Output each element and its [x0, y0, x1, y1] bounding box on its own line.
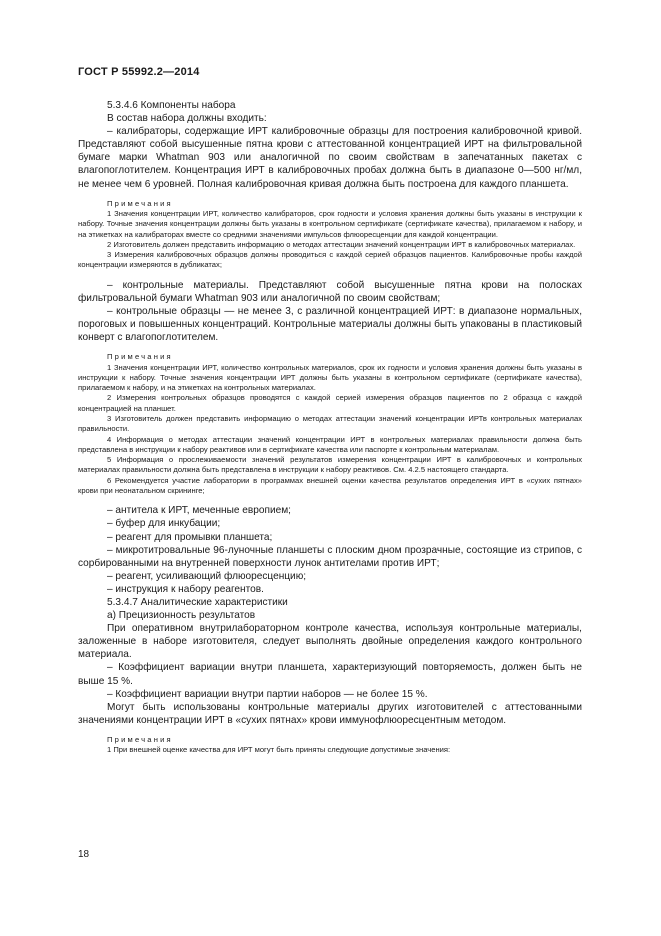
note-item: 2 Измерения контрольных образцов проводятся с каждой серией измерения образцов пациентов по 2 образца с каждой концентрацией на планшет.	[78, 393, 582, 413]
page-number: 18	[78, 849, 90, 860]
note-item: 1 При внешней оценке качества для ИРТ могут быть приняты следующие допустимые значения:	[107, 745, 451, 755]
other-controls-paragraph: Могут быть использованы контрольные материалы других изготовителей с аттестованными значениями концентрации ИРТ в «сухих пятнах» крови иммунофлюоресцентным методом.	[78, 701, 582, 726]
note-item: 6 Рекомендуется участие лаборатории в программах внешней оценки качества результатов определения ИРТ в «сухих пятнах» крови при неонатальном скрининге;	[78, 475, 582, 496]
note-item: 3 Изготовитель должен представить информацию о методах аттестации значений концентрации ИРТв контрольных материалах правильности.	[78, 413, 582, 434]
page-content	[78, 99, 582, 756]
subsection-precision: а) Прецизионность результатов	[107, 610, 256, 622]
note-item: 5 Информация о прослеживаемости значений результатов измерения концентрации ИРТ в калибровочных и контрольных материалах правильности должна быть представлена в инструкции к набору реактивов. См. 4.2.5 настоящего стандарта.	[78, 455, 582, 475]
document-header: ГОСТ Р 55992.2—2014	[78, 66, 200, 78]
section-heading-analytic: 5.3.4.7 Аналитические характеристики	[107, 597, 288, 609]
note-item: 1 Значения концентрации ИРТ, количество контрольных материалов, срок их годности и условия хранения должны быть указаны в инструкции к набору. Точные значения концентрации ИРТ должны быть указаны в контрольном сертификате (сертификате качества), прилагаемом к набору, и на этикетках на контрольных материалах.	[78, 362, 582, 393]
component-item: – инструкция к набору реагентов.	[107, 583, 264, 595]
component-item: – реагент, усиливающий флюоресценцию;	[107, 570, 307, 582]
notes-title: Примечания	[107, 734, 173, 744]
section-heading-kit: 5.3.4.6 Компоненты набора	[107, 100, 236, 111]
note-item: 3 Измерения калибровочных образцов должны проводиться с каждой серией образцов пациентов. Калибровочные пробы каждой концентрации измеряются в дубликатах;	[78, 250, 582, 270]
controls-item: – контрольные материалы. Представляют собой высушенные пятна крови на полосках фильтровальной бумаги Whatman 903 или аналогичной по своим свойствам;	[78, 279, 582, 304]
component-item: – реагент для промывки планшета;	[107, 531, 273, 543]
component-item: – буфер для инкубации;	[107, 518, 221, 530]
calibrators-item: – калибраторы, содержащие ИРТ калибровочные образцы для построения калибровочной кривой. Представляют собой высушенные пятна крови с аттестованной концентрацией ИРТ на фильтровальной бумаге марки Whatman 903 или аналогичной по своим свойствам в запечатанных пакетах с влагопоглотителем. Концентрация ИРТ в калибровочных пробах должна быть в диапазоне 0—500 нг/мл, не менее чем 6 уровней. Полная калибровочная кривая должна быть построена для каждого планшета.	[78, 126, 582, 190]
note-item: 4 Информация о методах аттестации значений концентрации ИРТ в контрольных материалах правильности должна быть представлена в инструкции к набору реактивов или в сертификате качества или паспорте к контрольным материалам.	[78, 434, 582, 454]
precision-paragraph: При оперативном внутрилабораторном контроле качества, используя контрольные материалы, заложенные в наборе изготовителя, следует выполнять двойные определения каждого контрольного материала.	[78, 623, 582, 661]
notes-title: Примечания	[107, 198, 173, 208]
note-item: 2 Изготовитель должен представить информацию о методах аттестации значений концентрации ИРТ в калибровочных материалах.	[107, 239, 576, 249]
component-item: – микротитровальные 96-луночные планшеты с плоским дном прозрачные, состоящие из стрипов, с сорбированными на внутренней поверхности лунок антителами против ИРТ;	[78, 544, 582, 569]
cv-plate-item: – Коэффициент вариации внутри планшета, характеризующий повторяемость, должен быть не выше 15 %.	[78, 662, 582, 687]
kit-intro: В состав набора должны входить:	[107, 113, 267, 125]
note-item: 1 Значения концентрации ИРТ, количество калибраторов, срок годности и условия хранения должны быть указаны в инструкции к набору. Точные значения концентрации должны быть указаны в контрольном сертификате (сертификате качества), прилагаемом к набору, и на этикетках на калибраторах вместе со средними значениями импульсов флюоресценции для каждой концентрации.	[78, 208, 582, 239]
component-item: – антитела к ИРТ, меченные европием;	[107, 505, 291, 517]
controls-item: – контрольные образцы — не менее 3, с различной концентрацией ИРТ: в диапазоне нормальных, пороговых и повышенных концентраций. Контрольные материалы должны быть упакованы в пластиковый конверт с влагопоглотителем.	[78, 305, 582, 344]
cv-batch-item: – Коэффициент вариации внутри партии наборов — не более 15 %.	[107, 688, 428, 700]
notes-title: Примечания	[107, 352, 173, 362]
